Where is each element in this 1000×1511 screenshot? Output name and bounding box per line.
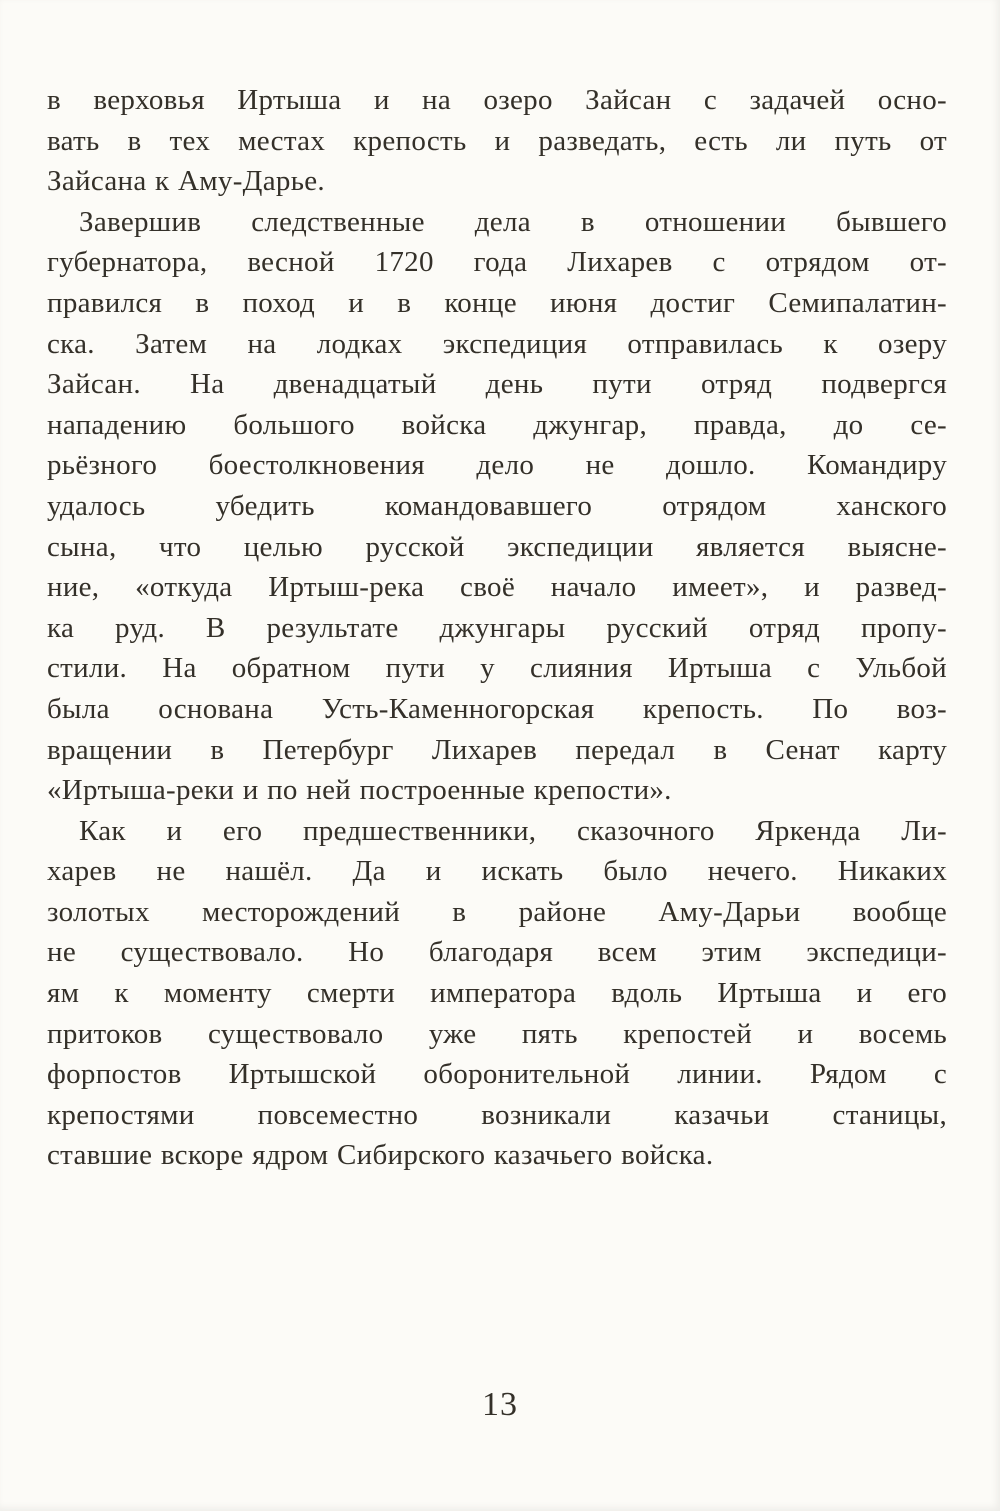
text-line: ска. Затем на лодках экспедиция отправилась к озеру bbox=[47, 327, 947, 360]
text-line: Зайсана к Аму-Дарье. bbox=[47, 165, 325, 198]
text-line: губернатора, весной 1720 года Лихарев с отрядом от- bbox=[47, 246, 947, 279]
text-line: Как и его предшественники, сказочного Яркенда Ли- bbox=[79, 814, 947, 847]
text-line: Зайсан. На двенадцатый день пути отряд подвергся bbox=[47, 368, 947, 401]
text-line: стили. На обратном пути у слияния Иртыша с Ульбой bbox=[47, 652, 947, 685]
text-line: золотых месторождений в районе Аму-Дарьи вообще bbox=[47, 895, 947, 928]
page-text bbox=[47, 80, 947, 1176]
text-line: была основана Усть-Каменногорская крепость. По воз- bbox=[47, 692, 947, 725]
text-line: ка руд. В результате джунгары русский отряд пропу- bbox=[47, 611, 947, 644]
text-line: вать в тех местах крепость и разведать, есть ли путь от bbox=[47, 124, 947, 157]
text-line: удалось убедить командовавшего отрядом ханского bbox=[47, 489, 947, 522]
text-line: правился в поход и в конце июня достиг Семипалатин- bbox=[47, 286, 947, 319]
text-line: рьёзного боестолкновения дело не дошло. Командиру bbox=[47, 449, 947, 482]
paragraph bbox=[47, 202, 947, 811]
text-line: харев не нашёл. Да и искать было нечего. Никаких bbox=[47, 855, 947, 888]
text-line: не существовало. Но благодаря всем этим экспедици- bbox=[47, 936, 947, 969]
paragraph bbox=[47, 80, 947, 202]
page-number: 13 bbox=[482, 1386, 518, 1423]
text-line: сына, что целью русской экспедиции является выясне- bbox=[47, 530, 947, 563]
text-line: крепостями повсеместно возникали казачьи станицы, bbox=[47, 1098, 947, 1131]
text-line: Завершив следственные дела в отношении бывшего bbox=[79, 205, 947, 238]
text-line: форпостов Иртышской оборонительной линии. Рядом с bbox=[47, 1058, 947, 1091]
text-line: ям к моменту смерти императора вдоль Иртыша и его bbox=[47, 977, 947, 1010]
text-line: «Иртыша-реки и по ней построенные крепости». bbox=[47, 774, 672, 807]
paragraph bbox=[47, 811, 947, 1176]
text-line: нападению большого войска джунгар, правда, до се- bbox=[47, 408, 947, 441]
text-line: вращении в Петербург Лихарев передал в Сенат карту bbox=[47, 733, 947, 766]
text-line: в верховья Иртыша и на озеро Зайсан с задачей осно- bbox=[47, 84, 947, 116]
text-line: притоков существовало уже пять крепостей и восемь bbox=[47, 1017, 947, 1050]
text-line: ние, «откуда Иртыш-река своё начало имеет», и развед- bbox=[47, 571, 947, 604]
text-line: ставшие вскоре ядром Сибирского казачьего войска. bbox=[47, 1139, 714, 1172]
